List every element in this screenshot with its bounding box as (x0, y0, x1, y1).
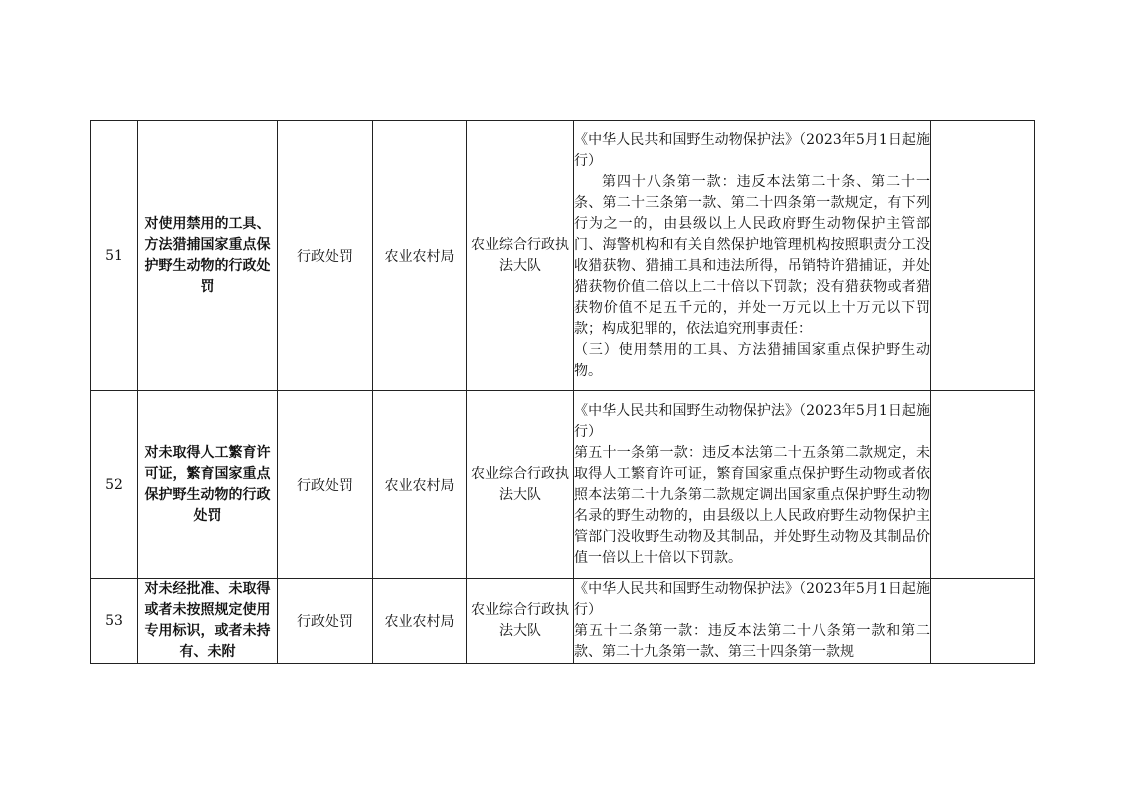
law-title: 《中华人民共和国野生动物保护法》（2023年5月1日起施行） (574, 131, 930, 169)
law-article: 第五十二条第一款：违反本法第二十八条第一款和第二款、第二十九条第一款、第三十四条第一款规 (574, 623, 930, 660)
enforcement-unit: 农业综合行政执法大队 (467, 391, 574, 579)
item-type: 行政处罚 (278, 391, 373, 579)
row-number: 53 (91, 579, 138, 664)
enforcement-unit: 农业综合行政执法大队 (467, 121, 574, 391)
item-type: 行政处罚 (278, 121, 373, 391)
enforcement-unit: 农业综合行政执法大队 (467, 579, 574, 664)
item-type: 行政处罚 (278, 579, 373, 664)
responsible-department: 农业农村局 (373, 391, 467, 579)
legal-basis (574, 391, 931, 579)
item-name-text: 对未经批准、未取得或者未按照规定使用专用标识，或者未持有、未附 (144, 581, 271, 660)
table-row (91, 121, 1035, 391)
responsible-department: 农业农村局 (373, 121, 467, 391)
legal-basis (574, 579, 931, 664)
row-number: 51 (91, 121, 138, 391)
responsible-department: 农业农村局 (373, 579, 467, 664)
item-name: 对使用禁用的工具、方法猎捕国家重点保护野生动物的行政处罚 (138, 121, 278, 391)
law-article: 第四十八条第一款：违反本法第二十条、第二十一条、第二十三条第一款、第二十四条第一款规定，有下列行为之一的，由县级以上人民政府野生动物保护主管部门、海警机构和有关自然保护地管理机构按照职责分工没收猎获物、猎捕工具和违法所得，吊销特许猎捕证，并处猎获物价值二倍以上二十倍以下罚款；没有猎获物或者猎获物价值不足五千元的，并处一万元以上十万元以下罚款；构成犯罪的，依法追究刑事责任： (574, 173, 930, 337)
remarks (931, 391, 1035, 579)
item-name: 对未取得人工繁育许可证，繁育国家重点保护野生动物的行政处罚 (138, 391, 278, 579)
remarks (931, 121, 1035, 391)
item-name (138, 579, 278, 664)
table-row (91, 391, 1035, 579)
row-number: 52 (91, 391, 138, 579)
penalty-table (90, 120, 1035, 664)
law-item: （三）使用禁用的工具、方法猎捕国家重点保护野生动物。 (574, 341, 930, 379)
law-article: 第五十一条第一款：违反本法第二十五条第二款规定，未取得人工繁育许可证，繁育国家重点保护野生动物或者依照本法第二十九条第二款规定调出国家重点保护野生动物名录的野生动物的，由县级以上人民政府野生动物保护主管部门没收野生动物及其制品，并处野生动物及其制品价值一倍以上十倍以下罚款。 (574, 444, 930, 566)
table-row (91, 579, 1035, 664)
law-title: 《中华人民共和国野生动物保护法》（2023年5月1日起施行） (574, 402, 930, 440)
law-title: 《中华人民共和国野生动物保护法》（2023年5月1日起施行） (574, 581, 930, 618)
remarks (931, 579, 1035, 664)
legal-basis (574, 121, 931, 391)
